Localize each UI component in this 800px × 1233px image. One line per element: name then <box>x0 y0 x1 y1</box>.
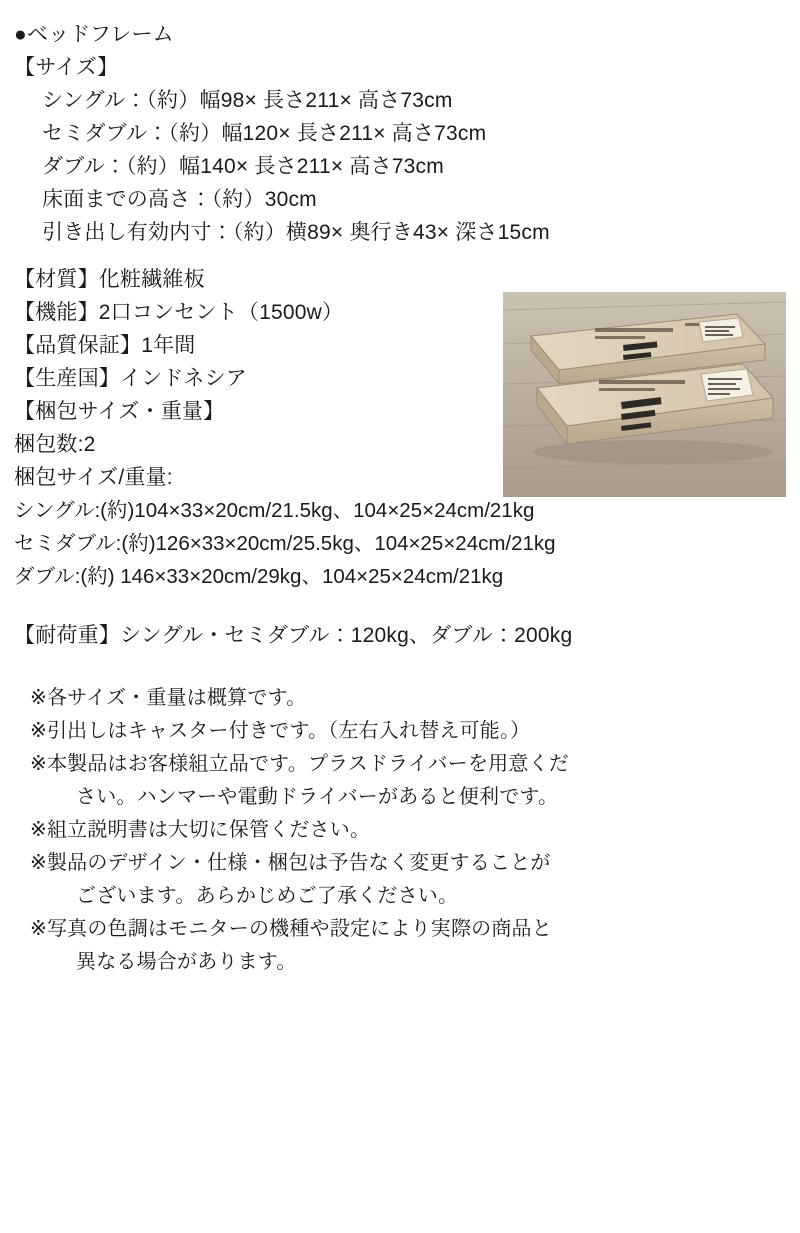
size-list <box>14 84 786 249</box>
note-item: ※各サイズ・重量は概算です。 <box>30 687 307 709</box>
spec-item-origin: 【生産国】インドネシア <box>14 367 247 390</box>
package-subtitle: 梱包サイズ/重量: <box>14 466 173 489</box>
note-item-continuation: ございます。あらかじめご了承ください。 <box>76 885 459 907</box>
size-item-single: シングル：（約）幅98× 長さ211× 高さ73cm <box>42 89 453 112</box>
size-item-drawer-inner: 引き出し有効内寸：（約）横89× 奥行き43× 深さ15cm <box>42 221 550 244</box>
packaging-boxes-photo <box>503 292 786 497</box>
size-item-double: ダブル：（約）幅140× 長さ211× 高さ73cm <box>42 155 444 178</box>
package-count: 梱包数:2 <box>14 433 96 456</box>
spec-item-function: 【機能】2口コンセント（1500w） <box>14 301 344 324</box>
notes-list <box>14 682 786 979</box>
note-item-continuation: 異なる場合があります。 <box>76 951 297 973</box>
package-line-semi-double: セミダブル:(約)126×33×20cm/25.5kg、104×25×24cm/21kg <box>14 532 556 555</box>
spacer-3 <box>14 652 786 682</box>
spec-item-material: 【材質】化粧繊維板 <box>14 268 205 291</box>
section-heading: ●ベッドフレーム <box>14 23 174 46</box>
size-label: 【サイズ】 <box>14 56 119 79</box>
package-label: 【梱包サイズ・重量】 <box>14 400 225 423</box>
load-capacity: 【耐荷重】シングル・セミダブル：120kg、ダブル：200kg <box>14 624 573 647</box>
note-item: ※写真の色調はモニターの機種や設定により実際の商品と <box>30 918 552 940</box>
size-item-semi-double: セミダブル：（約）幅120× 長さ211× 高さ73cm <box>42 122 487 145</box>
package-line-single: シングル:(約)104×33×20cm/21.5kg、104×25×24cm/21kg <box>14 499 535 522</box>
spacer-1 <box>14 249 786 263</box>
note-item: ※本製品はお客様組立品です。プラスドライバーを用意くだ <box>30 753 569 775</box>
note-item: ※組立説明書は大切に保管ください。 <box>30 819 371 841</box>
package-line-double: ダブル:(約) 146×33×20cm/29kg、104×25×24cm/21kg <box>14 565 504 588</box>
spec-item-warranty: 【品質保証】1年間 <box>14 334 196 357</box>
spacer-2 <box>14 593 786 619</box>
note-item: ※引出しはキャスター付きです。（左右入れ替え可能。） <box>30 720 531 742</box>
size-item-floor-height: 床面までの高さ：（約）30cm <box>42 188 317 211</box>
note-item: ※製品のデザイン・仕様・梱包は予告なく変更することが <box>30 852 551 874</box>
note-item-continuation: さい。ハンマーや電動ドライバーがあると便利です。 <box>76 786 559 808</box>
